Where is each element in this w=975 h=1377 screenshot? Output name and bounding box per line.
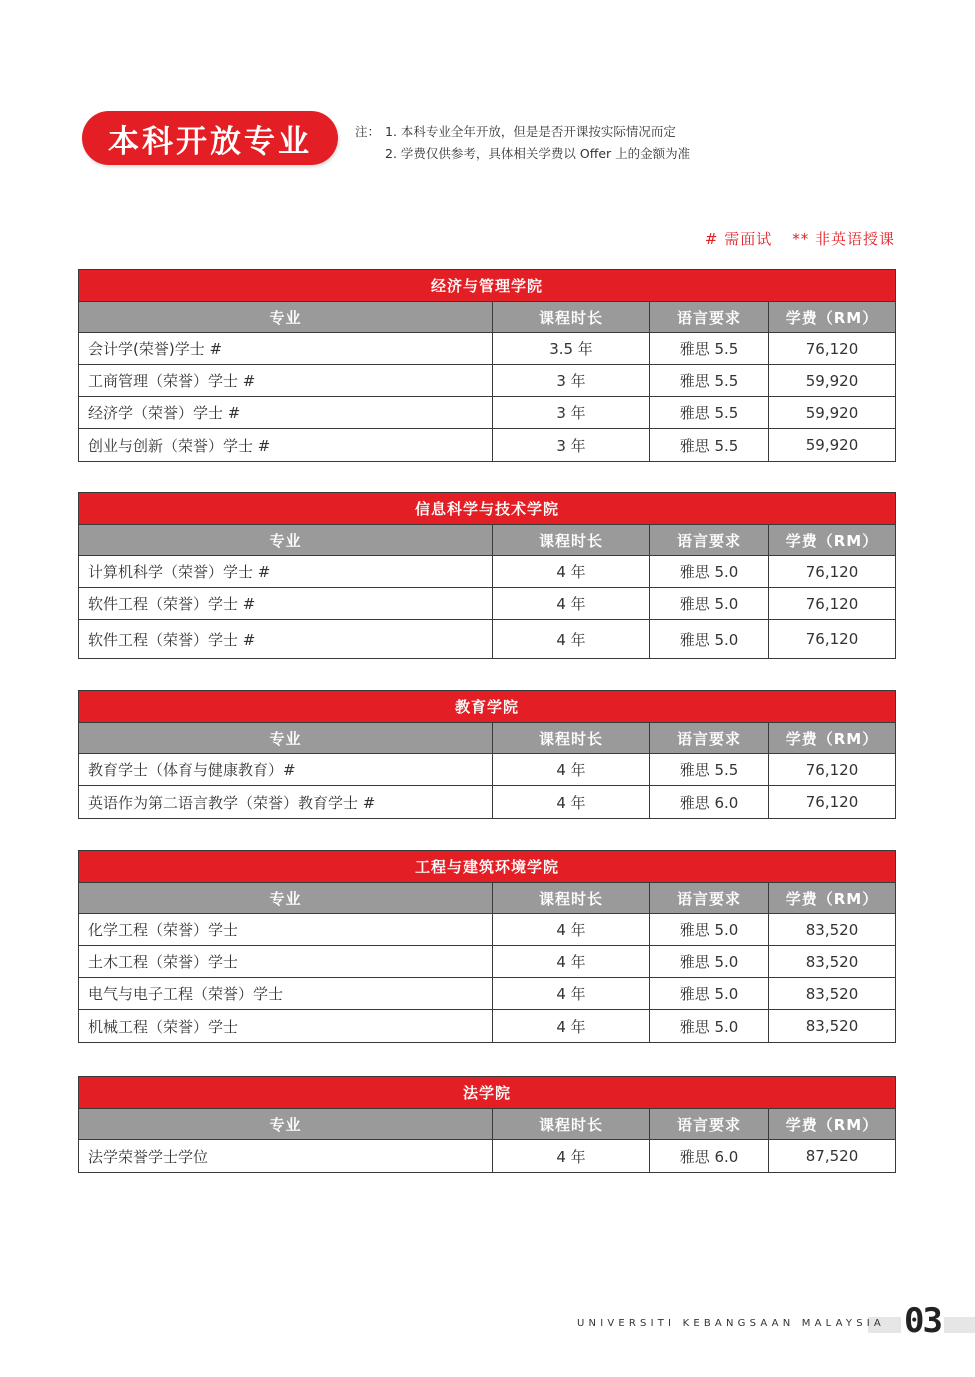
language-cell: 雅思 5.0 xyxy=(650,978,769,1009)
language-cell: 雅思 5.0 xyxy=(650,1010,769,1042)
footer-university: UNIVERSITI KEBANGSAAN MALAYSIA xyxy=(577,1318,885,1329)
major-cell: 创业与创新（荣誉）学士 # xyxy=(79,429,493,461)
duration-cell: 4 年 xyxy=(493,786,650,818)
column-header-major: 专业 xyxy=(79,723,493,753)
column-header-language: 语言要求 xyxy=(650,525,769,555)
tuition-cell: 83,520 xyxy=(805,984,859,1003)
major-cell: 化学工程（荣誉）学士 xyxy=(79,914,493,945)
faculty-header: 经济与管理学院 xyxy=(79,270,895,302)
table-row xyxy=(79,556,895,588)
faculty-table-education xyxy=(78,690,896,819)
tuition-cell: 59,920 xyxy=(805,403,859,422)
table-row xyxy=(79,946,895,978)
tuition-cell: 76,120 xyxy=(805,594,859,613)
tuition-cell: 76,120 xyxy=(805,562,859,581)
language-cell: 雅思 5.0 xyxy=(650,620,769,658)
column-header-duration: 课程时长 xyxy=(493,1109,650,1139)
table-row xyxy=(79,1010,895,1042)
table-row xyxy=(79,588,895,620)
table-row xyxy=(79,620,895,658)
duration-cell: 4 年 xyxy=(493,620,650,658)
note-item-1: 1. 本科专业全年开放，但是是否开课按实际情况而定 xyxy=(385,124,676,139)
column-header-tuition: 学费（RM） xyxy=(785,889,879,908)
major-cell: 教育学士（体育与健康教育）# xyxy=(79,754,493,785)
language-cell: 雅思 5.5 xyxy=(650,365,769,396)
duration-cell: 3 年 xyxy=(493,397,650,428)
language-cell: 雅思 5.5 xyxy=(650,754,769,785)
faculty-header: 信息科学与技术学院 xyxy=(79,493,895,525)
major-cell: 工商管理（荣誉）学士 # xyxy=(79,365,493,396)
tuition-cell: 83,520 xyxy=(805,952,859,971)
legend xyxy=(705,228,895,249)
major-cell: 电气与电子工程（荣誉）学士 xyxy=(79,978,493,1009)
duration-cell: 4 年 xyxy=(493,1010,650,1042)
page-number: 03 xyxy=(901,1301,944,1341)
language-cell: 雅思 5.5 xyxy=(650,397,769,428)
major-cell: 计算机科学（荣誉）学士 # xyxy=(79,556,493,587)
duration-cell: 4 年 xyxy=(493,914,650,945)
column-header-duration: 课程时长 xyxy=(493,883,650,913)
column-header-tuition: 学费（RM） xyxy=(785,1115,879,1134)
column-header-duration: 课程时长 xyxy=(493,723,650,753)
column-header-tuition: 学费（RM） xyxy=(785,729,879,748)
major-cell: 土木工程（荣誉）学士 xyxy=(79,946,493,977)
note-item-2: 2. 学费仅供参考，具体相关学费以 Offer 上的金额为准 xyxy=(385,146,691,161)
column-header-row xyxy=(79,883,895,914)
major-cell: 机械工程（荣誉）学士 xyxy=(79,1010,493,1042)
faculty-table-engineering xyxy=(78,850,896,1043)
page-title: 本科开放专业 xyxy=(82,111,338,165)
language-cell: 雅思 5.5 xyxy=(650,429,769,461)
tuition-cell: 76,120 xyxy=(805,760,859,779)
tuition-cell: 83,520 xyxy=(805,1017,859,1035)
faculty-header: 工程与建筑环境学院 xyxy=(79,851,895,883)
column-header-row xyxy=(79,302,895,333)
column-header-major: 专业 xyxy=(79,525,493,555)
tuition-cell: 76,120 xyxy=(805,339,859,358)
column-header-duration: 课程时长 xyxy=(493,525,650,555)
legend-non-english: ** 非英语授课 xyxy=(792,230,895,248)
notes xyxy=(355,121,690,165)
major-cell: 软件工程（荣誉）学士 # xyxy=(79,588,493,619)
notes-label: 注： xyxy=(355,124,381,139)
tuition-cell: 83,520 xyxy=(805,920,859,939)
faculty-header: 教育学院 xyxy=(79,691,895,723)
table-row xyxy=(79,397,895,429)
column-header-language: 语言要求 xyxy=(650,883,769,913)
major-cell: 软件工程（荣誉）学士 # xyxy=(79,620,493,658)
column-header-major: 专业 xyxy=(79,302,493,332)
duration-cell: 4 年 xyxy=(493,556,650,587)
column-header-major: 专业 xyxy=(79,883,493,913)
table-row xyxy=(79,754,895,786)
duration-cell: 4 年 xyxy=(493,588,650,619)
language-cell: 雅思 5.5 xyxy=(650,333,769,364)
language-cell: 雅思 6.0 xyxy=(650,786,769,818)
language-cell: 雅思 5.0 xyxy=(650,588,769,619)
duration-cell: 4 年 xyxy=(493,978,650,1009)
major-cell: 英语作为第二语言教学（荣誉）教育学士 # xyxy=(79,786,493,818)
column-header-row xyxy=(79,525,895,556)
tuition-cell: 59,920 xyxy=(805,436,859,454)
table-row xyxy=(79,914,895,946)
duration-cell: 4 年 xyxy=(493,754,650,785)
duration-cell: 3 年 xyxy=(493,365,650,396)
tuition-cell: 59,920 xyxy=(805,371,859,390)
major-cell: 会计学(荣誉)学士 # xyxy=(79,333,493,364)
table-row xyxy=(79,786,895,818)
faculty-table-economics-management xyxy=(78,269,896,462)
table-row xyxy=(79,429,895,461)
faculty-header: 法学院 xyxy=(79,1077,895,1109)
column-header-language: 语言要求 xyxy=(650,1109,769,1139)
language-cell: 雅思 6.0 xyxy=(650,1140,769,1172)
legend-interview: # 需面试 xyxy=(704,230,773,248)
table-row xyxy=(79,1140,895,1172)
duration-cell: 3.5 年 xyxy=(493,333,650,364)
tuition-cell: 76,120 xyxy=(805,793,859,811)
column-header-duration: 课程时长 xyxy=(493,302,650,332)
column-header-row xyxy=(79,1109,895,1140)
faculty-table-information-science xyxy=(78,492,896,659)
tuition-cell: 87,520 xyxy=(805,1147,859,1165)
column-header-tuition: 学费（RM） xyxy=(785,531,879,550)
duration-cell: 4 年 xyxy=(493,1140,650,1172)
column-header-language: 语言要求 xyxy=(650,723,769,753)
major-cell: 法学荣誉学士学位 xyxy=(79,1140,493,1172)
column-header-tuition: 学费（RM） xyxy=(785,308,879,327)
column-header-major: 专业 xyxy=(79,1109,493,1139)
table-row xyxy=(79,365,895,397)
duration-cell: 3 年 xyxy=(493,429,650,461)
language-cell: 雅思 5.0 xyxy=(650,914,769,945)
tuition-cell: 76,120 xyxy=(805,630,859,648)
column-header-row xyxy=(79,723,895,754)
faculty-table-law xyxy=(78,1076,896,1173)
language-cell: 雅思 5.0 xyxy=(650,556,769,587)
language-cell: 雅思 5.0 xyxy=(650,946,769,977)
major-cell: 经济学（荣誉）学士 # xyxy=(79,397,493,428)
table-row xyxy=(79,978,895,1010)
column-header-language: 语言要求 xyxy=(650,302,769,332)
table-row xyxy=(79,333,895,365)
duration-cell: 4 年 xyxy=(493,946,650,977)
